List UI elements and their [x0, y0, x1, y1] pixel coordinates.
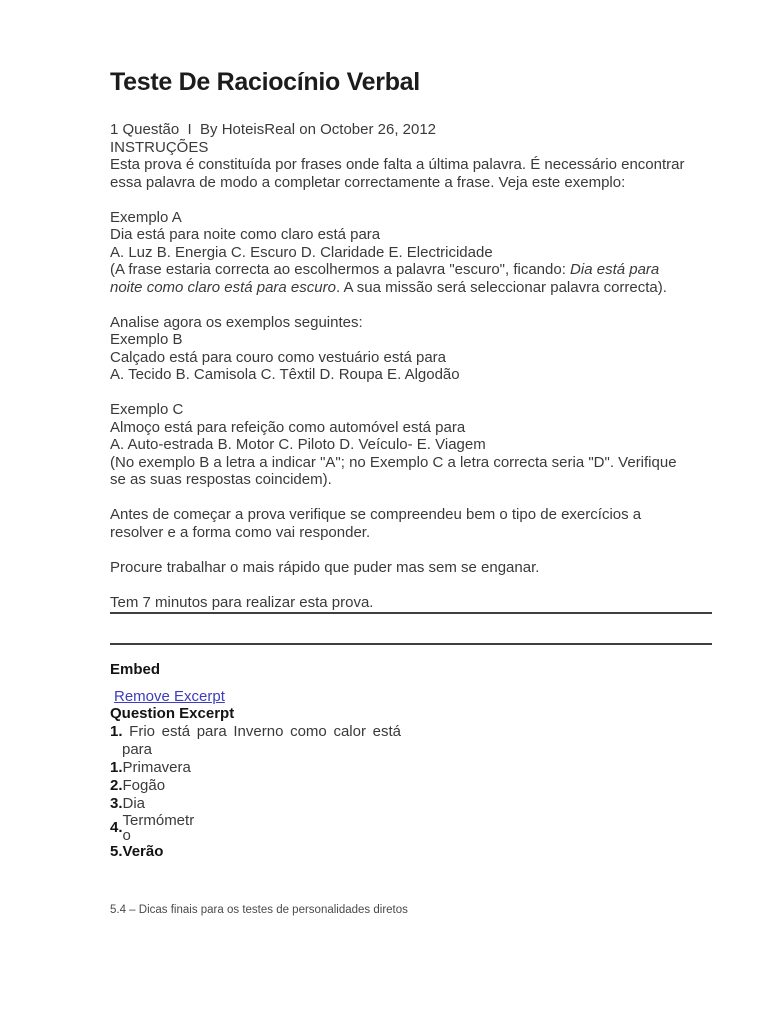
example-c-note-line: (No exemplo B a letra a indicar "A"; no Exemplo C a letra correcta seria "D". Verifique [110, 453, 677, 471]
footer-note: 5.4 – Dicas finais para os testes de personalidades diretos [110, 904, 408, 916]
answer-number: 3. [110, 795, 123, 812]
answer-option-5 [110, 843, 712, 861]
answer-text: Fogão [122, 777, 166, 794]
spacer [110, 296, 712, 314]
answer-text: Verão [122, 843, 164, 860]
example-a-note-line [110, 261, 712, 279]
answer-option-2 [110, 777, 712, 795]
answer-text: Primavera [122, 759, 191, 776]
page-title: Teste De Raciocínio Verbal [110, 68, 420, 96]
answer-number: 5. [110, 843, 123, 860]
example-c-heading: Exemplo C [110, 401, 184, 418]
answer-text-line: Termómetr [122, 812, 195, 829]
advice-line: resolver e a forma como vai responder. [110, 523, 371, 541]
byline: 1 Questão I By HoteisReal on October 26, 2012 [110, 121, 437, 138]
note-italic-text: noite como claro está para escuro [110, 278, 336, 296]
example-a-heading: Exemplo A [110, 208, 182, 226]
section-divider [110, 643, 712, 645]
remove-excerpt-link[interactable]: Remove Excerpt [114, 688, 225, 705]
advice-line: Antes de começar a prova verifique se compreendeu bem o tipo de exercícios a [110, 506, 642, 523]
answer-text-wrapped [123, 813, 195, 843]
example-b-question: Calçado está para couro como vestuário está para [110, 348, 447, 366]
intro-line: Esta prova é constituída por frases onde falta a última palavra. É necessário encontrar [110, 156, 685, 173]
example-c-question: Almoço está para refeição como automóvel está para [110, 418, 466, 436]
answer-number: 2. [110, 777, 123, 794]
question-text: Frio está para Inverno como calor está [122, 723, 401, 740]
speed-line: Procure trabalhar o mais rápido que puder mas sem se enganar. [110, 558, 540, 576]
remove-excerpt-row [110, 688, 712, 705]
answer-number: 4. [110, 819, 123, 836]
answer-option-4 [110, 813, 712, 843]
spacer [110, 191, 712, 209]
answer-text: Dia [122, 795, 146, 812]
question-number: 1. [110, 723, 123, 740]
example-b-options: A. Tecido B. Camisola C. Têxtil D. Roupa E. Algodão [110, 366, 460, 383]
example-a-options: A. Luz B. Energia C. Escuro D. Claridade E. Electricidade [110, 243, 493, 261]
intro-line: essa palavra de modo a completar correctamente a frase. Veja este exemplo: [110, 173, 626, 191]
embed-heading: Embed [110, 661, 161, 678]
question-text-line [110, 723, 712, 741]
instructions-heading: INSTRUÇÕES [110, 138, 209, 156]
note-normal-text: (A frase estaria correcta ao escolhermos a palavra "escuro", ficando: [110, 261, 571, 278]
spacer [110, 489, 712, 507]
answer-text-line: o [122, 827, 131, 844]
question-excerpt-heading: Question Excerpt [110, 705, 235, 722]
answer-option-1 [110, 759, 712, 777]
example-a-question: Dia está para noite como claro está para [110, 226, 381, 243]
example-a-note-line [110, 279, 712, 297]
example-b-heading: Exemplo B [110, 331, 183, 348]
spacer [110, 541, 712, 559]
answer-number: 1. [110, 759, 123, 776]
example-c-options: A. Auto-estrada B. Motor C. Piloto D. Veículo- E. Viagem [110, 436, 486, 453]
time-limit-line: Tem 7 minutos para realizar esta prova. [110, 594, 712, 615]
example-c-note-line: se as suas respostas coincidem). [110, 471, 332, 488]
answer-option-3 [110, 795, 712, 813]
examples-intro: Analise agora os exemplos seguintes: [110, 313, 363, 331]
note-italic-text: Dia está para [570, 261, 660, 278]
question-text-line: para [122, 741, 153, 758]
spacer [110, 384, 712, 402]
spacer [110, 576, 712, 594]
note-normal-text: . A sua missão será seleccionar palavra correcta). [335, 278, 667, 296]
